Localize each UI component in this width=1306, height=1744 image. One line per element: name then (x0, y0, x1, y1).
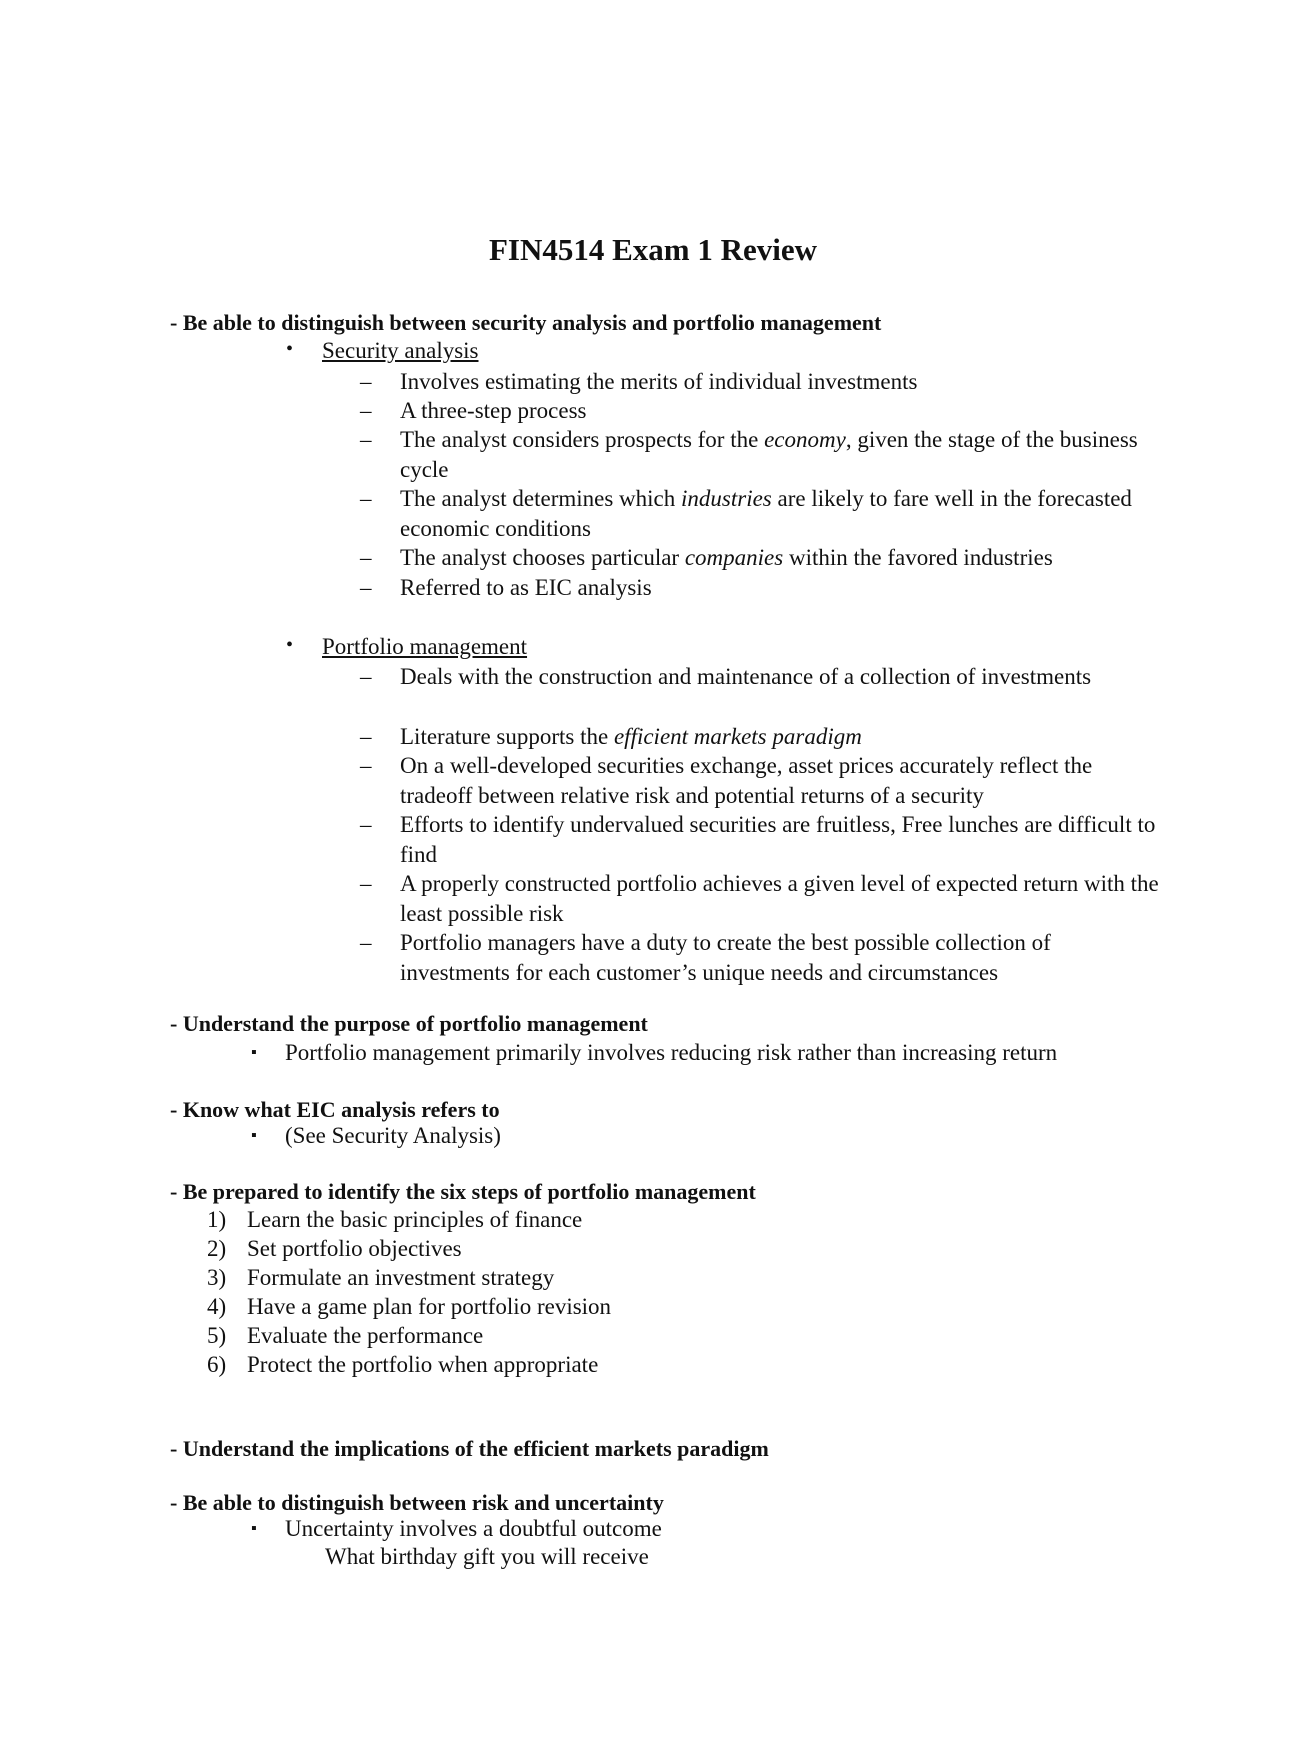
dash-marker: – (360, 812, 372, 837)
list-item-text: The analyst considers prospects for the (400, 427, 765, 452)
bullet-marker: ▪ (251, 1127, 257, 1144)
list-item (360, 425, 1160, 484)
list-item (360, 722, 1160, 752)
section-heading-efficient-markets: - Understand the implications of the efficient markets paradigm (170, 1436, 769, 1461)
step-text: Protect the portfolio when appropriate (247, 1352, 599, 1377)
dash-marker: – (360, 398, 372, 423)
list-item (360, 662, 1160, 692)
list-item-text: are likely to fare well in the forecasted economic conditions (400, 486, 1132, 541)
bullet-marker: • (286, 338, 294, 360)
subheading-label: Portfolio management (322, 634, 528, 659)
dash-marker: – (360, 575, 372, 600)
list-item (360, 367, 1160, 397)
list-item-text: A properly constructed portfolio achieves a given level of expected return with the least possible risk (400, 871, 1159, 926)
section-heading-six-steps: - Be prepared to identify the six steps of portfolio management (170, 1179, 756, 1204)
subheading-security-analysis (286, 338, 479, 364)
step-number: 1) (207, 1207, 227, 1232)
list-item (360, 869, 1160, 928)
list-item (360, 396, 1160, 426)
step-number: 4) (207, 1294, 227, 1319)
step-item (207, 1207, 582, 1233)
emphasis-text: economy (764, 427, 846, 452)
step-item (207, 1294, 611, 1320)
list-item (360, 928, 1160, 987)
dash-marker: – (360, 427, 372, 452)
step-item (207, 1323, 483, 1349)
step-number: 6) (207, 1352, 227, 1377)
step-text: Have a game plan for portfolio revision (247, 1294, 612, 1319)
step-item (207, 1265, 554, 1291)
list-item-text: , given the stage of the business cycle (400, 427, 1138, 482)
list-item-text: The analyst chooses particular (400, 545, 685, 570)
dash-marker: – (360, 545, 372, 570)
list-item-text: Portfolio management primarily involves reducing risk rather than increasing return (285, 1040, 1058, 1065)
dash-marker: – (360, 664, 372, 689)
list-item-text: Portfolio managers have a duty to create the best possible collection of investments for each customer’s unique needs and circumstances (400, 930, 1051, 985)
list-item-text: Literature supports the (400, 724, 614, 749)
list-item (251, 1123, 501, 1149)
dash-marker: – (360, 753, 372, 778)
list-item-text: Efforts to identify undervalued securities are fruitless, Free lunches are difficult to find (400, 812, 1156, 867)
list-item-text: On a well-developed securities exchange, asset prices accurately reflect the tradeoff between relative risk and potential returns of a security (400, 753, 1093, 808)
list-item (360, 543, 1160, 573)
list-item-text: (See Security Analysis) (285, 1123, 501, 1148)
list-item (360, 573, 1160, 603)
emphasis-text: industries (681, 486, 772, 511)
dash-marker: – (360, 486, 372, 511)
dash-marker: – (360, 724, 372, 749)
list-item (251, 1040, 1058, 1066)
list-item (251, 1516, 662, 1542)
section-heading-purpose: - Understand the purpose of portfolio management (170, 1011, 648, 1036)
section-heading-eic: - Know what EIC analysis refers to (170, 1097, 500, 1122)
emphasis-text: efficient markets paradigm (613, 724, 862, 749)
list-item-text: Uncertainty involves a doubtful outcome (285, 1516, 662, 1541)
step-item (207, 1352, 598, 1378)
emphasis-text: companies (684, 545, 784, 570)
bullet-marker: ▪ (251, 1044, 257, 1061)
dash-marker: – (360, 369, 372, 394)
list-item-text: Involves estimating the merits of individual investments (400, 369, 918, 394)
dash-marker: – (360, 871, 372, 896)
step-number: 5) (207, 1323, 227, 1348)
list-item-text: A three-step process (400, 398, 587, 423)
page-title: FIN4514 Exam 1 Review (488, 232, 818, 267)
list-item (360, 484, 1160, 543)
section-heading-risk-uncertainty: - Be able to distinguish between risk and uncertainty (170, 1490, 664, 1515)
step-item (207, 1236, 462, 1262)
list-item-text: Deals with the construction and maintenance of a collection of investments (400, 664, 1092, 689)
subheading-portfolio-management (286, 634, 528, 660)
bullet-marker: ▪ (251, 1520, 257, 1537)
step-text: Evaluate the performance (247, 1323, 484, 1348)
step-text: Set portfolio objectives (247, 1236, 462, 1261)
list-item-detail: What birthday gift you will receive (325, 1544, 649, 1569)
dash-marker: – (360, 930, 372, 955)
list-item (360, 810, 1160, 869)
step-text: Formulate an investment strategy (247, 1265, 555, 1290)
step-number: 3) (207, 1265, 227, 1290)
subheading-label: Security analysis (322, 338, 479, 363)
list-item-text: Referred to as EIC analysis (400, 575, 652, 600)
list-item-text: within the favored industries (783, 545, 1053, 570)
list-item-text: The analyst determines which (400, 486, 682, 511)
bullet-marker: • (286, 634, 294, 656)
section-heading-distinguish: - Be able to distinguish between security analysis and portfolio management (170, 310, 882, 335)
list-item (360, 751, 1160, 810)
step-text: Learn the basic principles of finance (247, 1207, 583, 1232)
step-number: 2) (207, 1236, 227, 1261)
